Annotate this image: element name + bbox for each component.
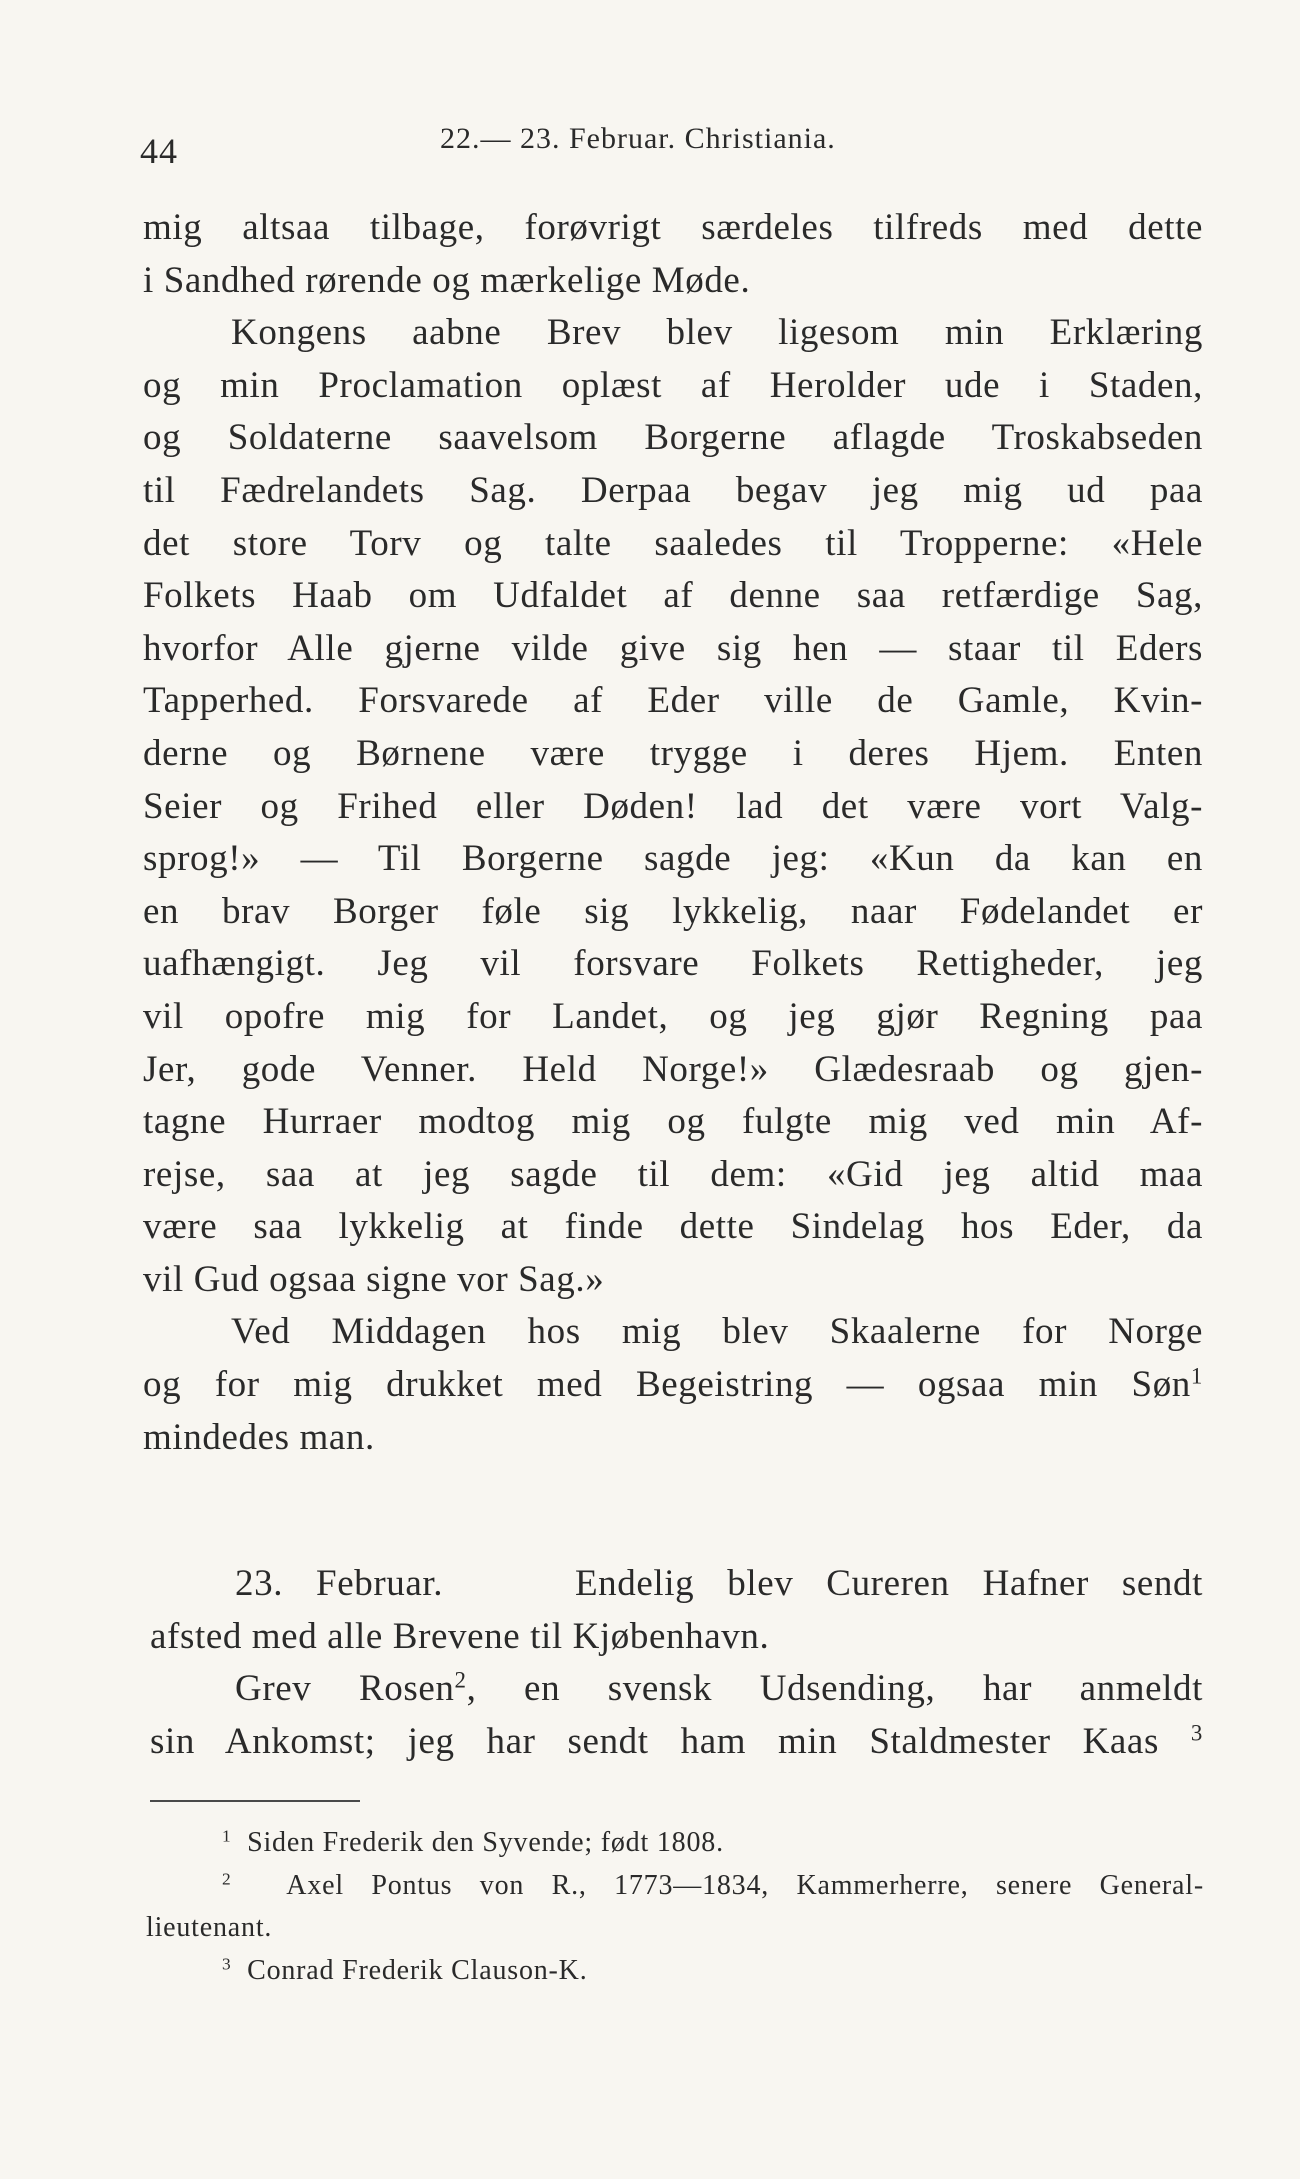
text-line: og min Proclamation oplæst af Herolder ude i Staden, — [143, 364, 1203, 406]
text-line: vil Gud ogsaa signe vor Sag.» — [143, 1258, 605, 1300]
footnote-divider — [150, 1800, 360, 1802]
text-fragment: Endelig blev Cureren Hafner sendt — [574, 1563, 1203, 1604]
text-line: uafhængigt. Jeg vil forsvare Folkets Rettigheder, jeg — [143, 943, 1203, 985]
text-line: Jer, gode Venner. Held Norge!» Glædesraab og gjen- — [143, 1048, 1203, 1090]
footnote-1 — [146, 1822, 1204, 1865]
header-title: 22.— 23. Februar. Christiania. — [440, 122, 836, 155]
text-line: Folkets Haab om Udfaldet af denne saa retfærdige Sag, — [143, 575, 1203, 617]
footnote-text: Siden Frederik den Syvende; født 1808. — [247, 1827, 724, 1858]
text-fragment: Grev Rosen — [235, 1668, 455, 1710]
text-line: Tapperhed. Forsvarede af Eder ville de Gamle, Kvin- — [143, 680, 1203, 722]
footnote-2-continuation: lieutenant. — [146, 1912, 273, 1943]
text-line — [143, 1359, 1203, 1412]
text-line: afsted med alle Brevene til Kjøbenhavn. — [150, 1615, 770, 1657]
text-line: Kongens aabne Brev blev ligesom min Erklæring — [231, 312, 1203, 354]
text-fragment: sin Ankomst; jeg har sendt ham min Staldmester Kaas — [150, 1720, 1159, 1762]
footnote-text: Axel Pontus von R., 1773—1834, Kammerherre, senere General- — [286, 1869, 1204, 1901]
running-head — [140, 122, 1200, 172]
text-line: tagne Hurraer modtog mig og fulgte mig ved min Af- — [143, 1101, 1203, 1143]
footnote-marker-2: 2 — [454, 1667, 467, 1693]
text-line: sprog!» — Til Borgerne sagde jeg: «Kun da kan en — [143, 838, 1203, 880]
text-fragment: , en svensk Udsending, har anmeldt — [466, 1668, 1203, 1710]
text-line: til Fædrelandets Sag. Derpaa begav jeg mig ud paa — [143, 469, 1203, 511]
footnote-3 — [146, 1950, 1204, 1993]
footnote-marker-1: 1 — [1190, 1363, 1203, 1389]
text-line: rejse, saa at jeg sagde til dem: «Gid jeg altid maa — [143, 1153, 1203, 1195]
page-number: 44 — [140, 131, 178, 171]
footnote-marker-3: 3 — [1190, 1720, 1203, 1746]
body-text — [143, 202, 1203, 1464]
footnotes — [146, 1822, 1204, 1992]
text-line — [150, 1662, 1203, 1715]
text-line: være saa lykkelig at finde dette Sindelag hos Eder, da — [143, 1206, 1203, 1248]
footnote-number: 2 — [222, 1868, 232, 1888]
text-line: i Sandhed rørende og mærkelige Møde. — [143, 259, 751, 301]
text-line: det store Torv og talte saaledes til Tropperne: «Hele — [143, 522, 1203, 564]
footnote-number: 1 — [222, 1826, 232, 1846]
text-line: og Soldaterne saavelsom Borgerne aflagde Troskabseden — [143, 417, 1203, 459]
text-line: en brav Borger føle sig lykkelig, naar Fødelandet er — [143, 890, 1203, 932]
text-line: Seier og Frihed eller Døden! lad det være vort Valg- — [143, 785, 1203, 827]
text-line — [150, 1715, 1203, 1768]
text-line: mig altsaa tilbage, forøvrigt særdeles tilfreds med dette — [143, 207, 1203, 248]
footnote-number: 3 — [222, 1953, 232, 1973]
text-fragment: og for mig drukket med Begeistring — ogsaa min Søn — [143, 1364, 1191, 1406]
text-line: mindedes man. — [143, 1416, 375, 1458]
text-line — [150, 1557, 1203, 1610]
entry-23-februar — [150, 1557, 1203, 1767]
text-line: derne og Børnene være trygge i deres Hjem. Enten — [143, 732, 1203, 774]
footnote-2 — [146, 1865, 1204, 1908]
entry-date: 23. Februar. — [235, 1563, 444, 1604]
text-line: vil opofre mig for Landet, og jeg gjør Regning paa — [143, 995, 1203, 1037]
text-line: hvorfor Alle gjerne vilde give sig hen — staar til Eders — [143, 627, 1203, 669]
footnote-text: Conrad Frederik Clauson-K. — [247, 1954, 588, 1986]
text-line: Ved Middagen hos mig blev Skaalerne for Norge — [231, 1311, 1203, 1353]
